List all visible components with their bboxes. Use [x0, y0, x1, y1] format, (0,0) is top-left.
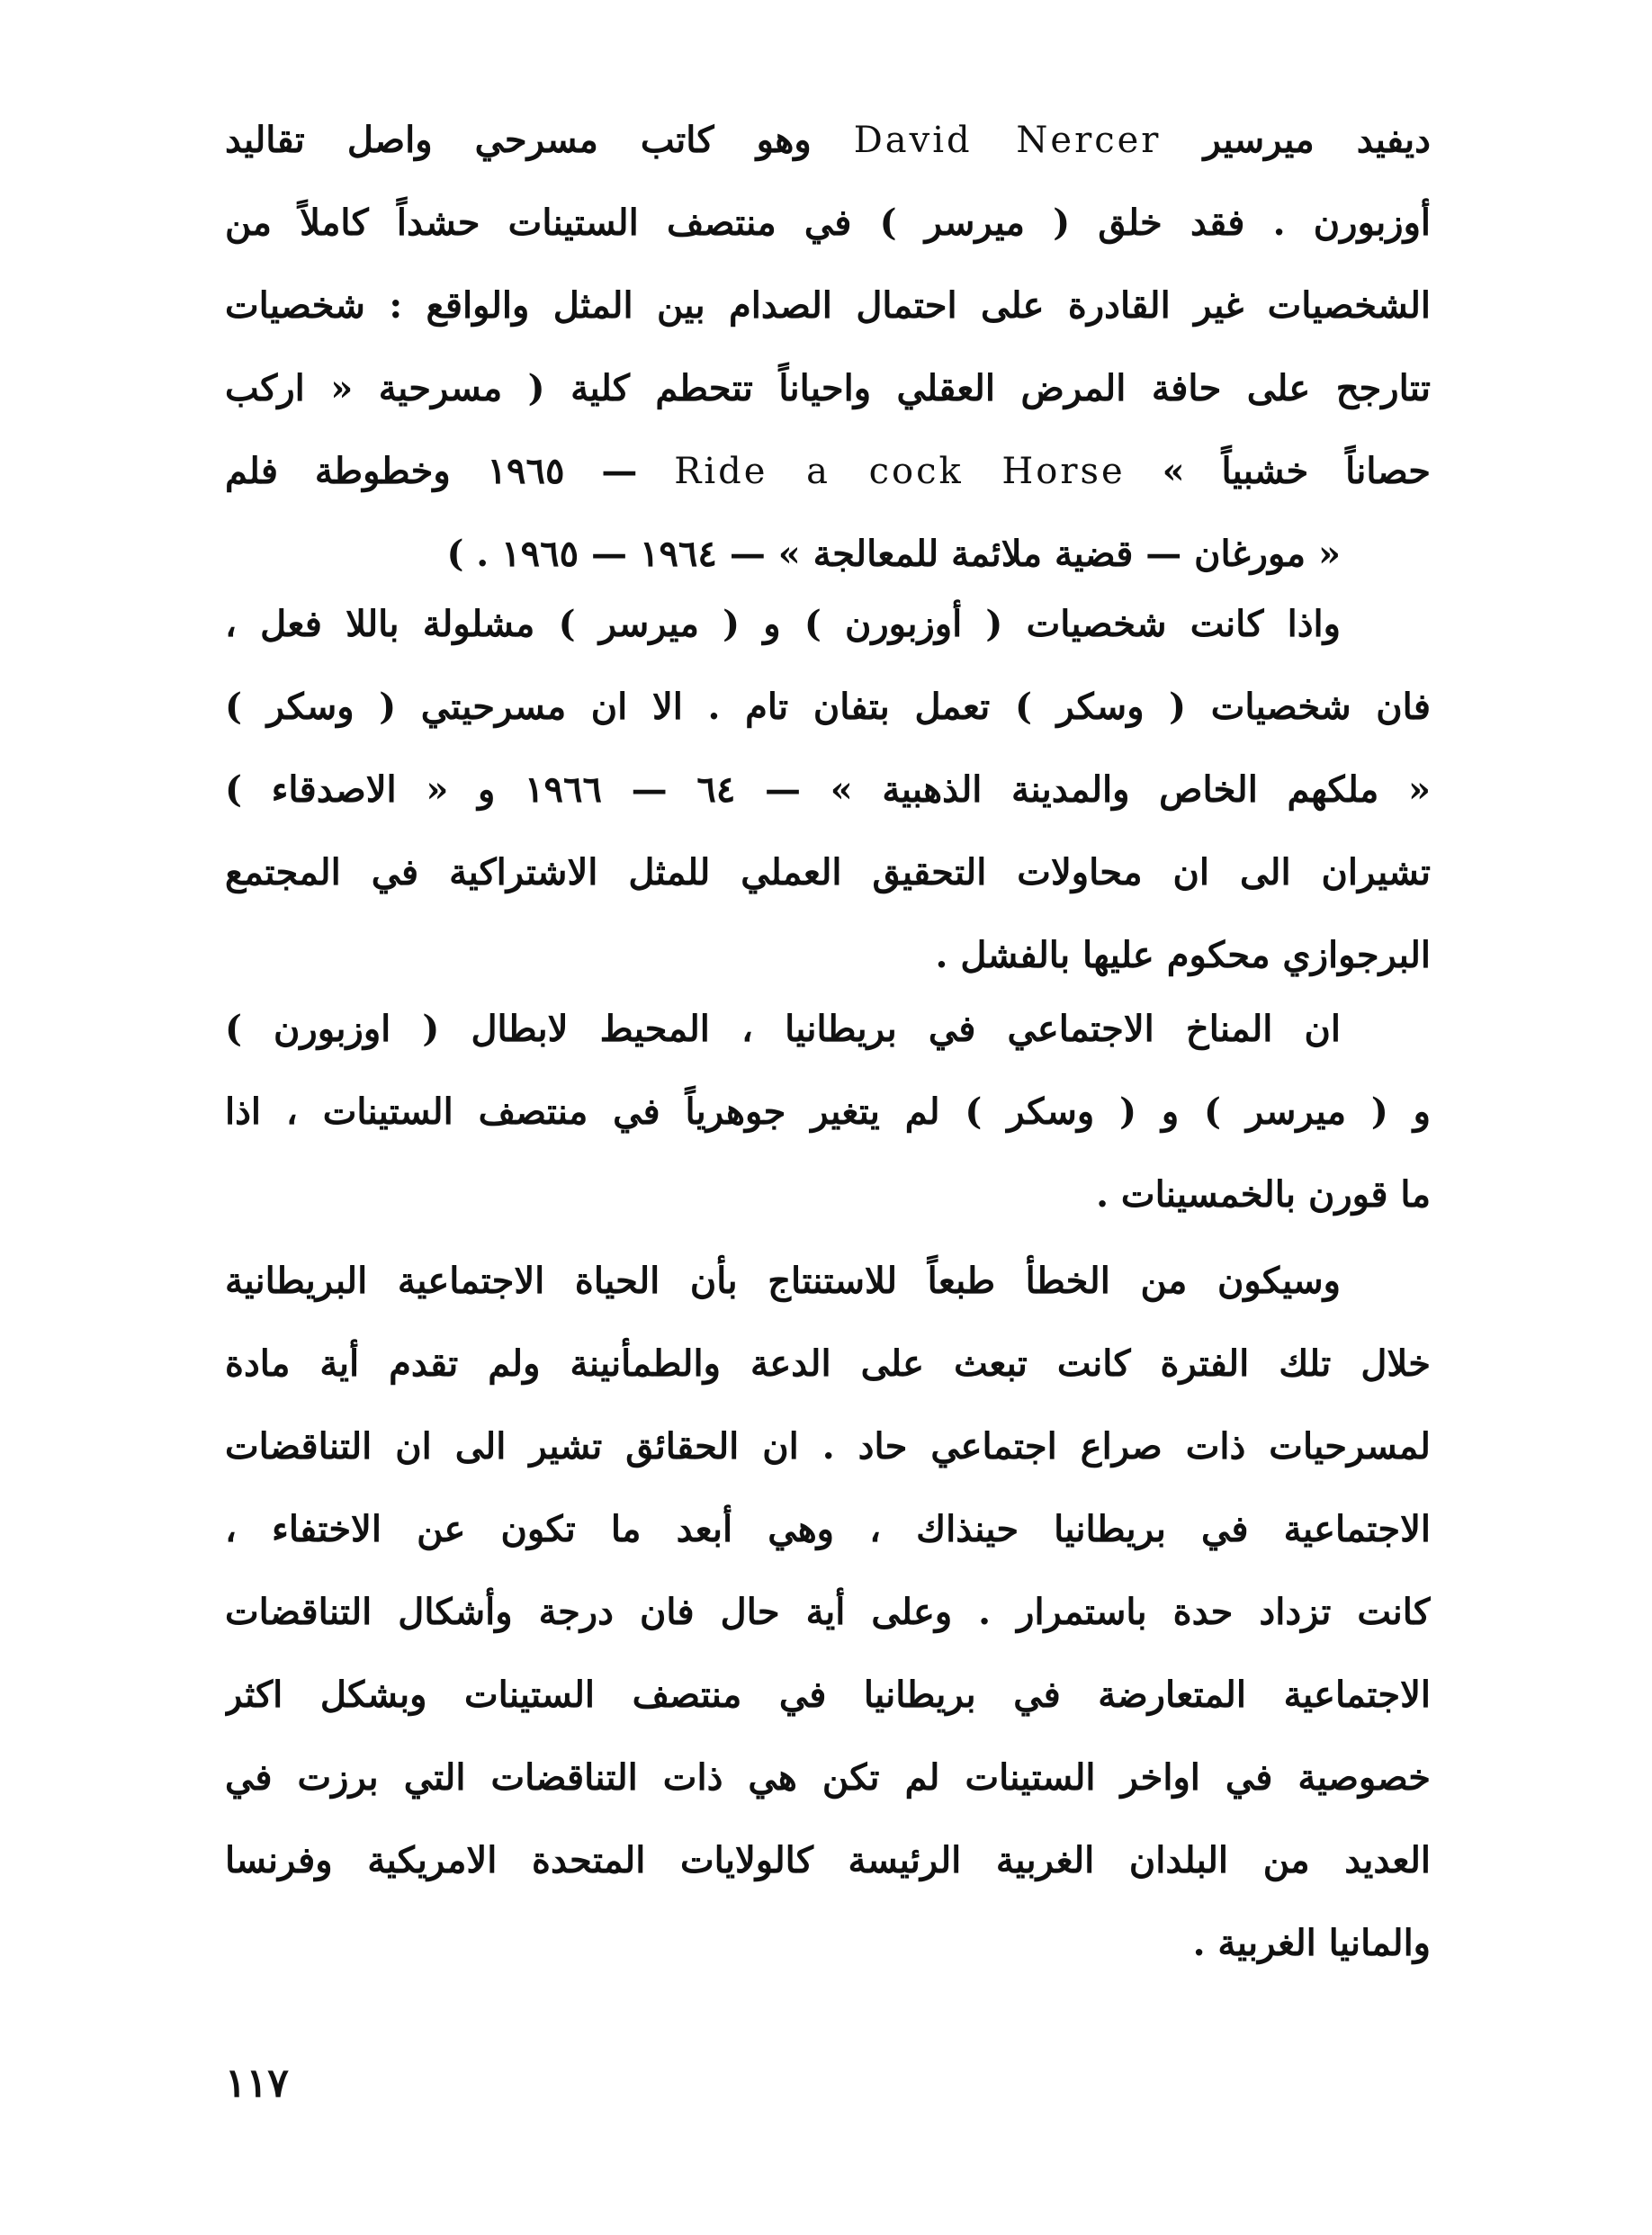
text-line: تشيران الى ان محاولات التحقيق العملي للمثل الاشتراكية في المجتمع — [225, 851, 1431, 893]
paragraph-2 — [225, 583, 1431, 997]
text-line: البرجوازي محكوم عليها بالفشل . — [935, 934, 1431, 976]
text-segment: وهو كاتب مسرحي واصل تقاليد — [225, 119, 854, 161]
text-line: كانت تزداد حدة باستمرار . وعلى أية حال فان درجة وأشكال التناقضات — [225, 1591, 1431, 1633]
latin-title-ride-a-cock-horse: Ride a cock Horse — [674, 451, 1126, 492]
text-segment: — ١٩٦٥ وخطوطة فلم — [225, 450, 675, 492]
text-line — [225, 99, 1431, 182]
text-line: خلال تلك الفترة كانت تبعث على الدعة والطمأنينة ولم تقدم أية مادة — [225, 1342, 1431, 1385]
text-line: « ملكهم الخاص والمدينة الذهبية » — ٦٤ — ١٩٦٦ و « الاصدقاء ) — [225, 768, 1431, 811]
text-line: الاجتماعية المتعارضة في بريطانيا في منتصف الستينات وبشكل اكثر — [225, 1674, 1431, 1716]
text-line: الشخصيات غير القادرة على احتمال الصدام بين المثل والواقع : شخصيات — [225, 284, 1431, 327]
text-line: والمانيا الغربية . — [1192, 1922, 1431, 1964]
text-line: لمسرحيات ذات صراع اجتماعي حاد . ان الحقائق تشير الى ان التناقضات — [225, 1425, 1431, 1468]
text-line: العديد من البلدان الغربية الرئيسة كالولايات المتحدة الامريكية وفرنسا — [225, 1839, 1431, 1881]
paragraph-1 — [225, 99, 1431, 596]
text-line: وسيكون من الخطأ طبعاً للاستنتاج بأن الحياة الاجتماعية البريطانية — [225, 1260, 1341, 1302]
text-line: فان شخصيات ( وسكر ) تعمل بتفان تام . الا ان مسرحيتي ( وسكر ) — [225, 686, 1431, 728]
text-segment: ديفيد ميرسير — [1161, 119, 1431, 161]
latin-name-david-nercer: David Nercer — [853, 120, 1162, 161]
page-number: ١١٧ — [225, 2060, 289, 2106]
text-line: و ( ميرسر ) و ( وسكر ) لم يتغير جوهرياً في منتصف الستينات ، اذا — [225, 1091, 1431, 1133]
text-line: تتارجح على حافة المرض العقلي واحياناً تتحطم كلية ( مسرحية « اركب — [225, 367, 1431, 409]
text-line: « مورغان — قضية ملائمة للمعالجة » — ١٩٦٤ — ١٩٦٥ . ) — [446, 533, 1341, 575]
text-line — [225, 430, 1431, 513]
text-line: ما قورن بالخمسينات . — [1096, 1173, 1431, 1216]
text-line: واذا كانت شخصيات ( أوزبورن ) و ( ميرسر ) مشلولة باللا فعل ، — [225, 603, 1341, 645]
text-line: ان المناخ الاجتماعي في بريطانيا ، المحيط لابطال ( اوزبورن ) — [225, 1008, 1341, 1050]
paragraph-3 — [225, 988, 1431, 1236]
text-line: خصوصية في اواخر الستينات لم تكن هي ذات التناقضات التي برزت في — [225, 1756, 1431, 1799]
text-segment: حصاناً خشبياً » — [1125, 450, 1431, 492]
text-line: أوزبورن . فقد خلق ( ميرسر ) في منتصف الستينات حشداً كاملاً من — [225, 202, 1431, 244]
paragraph-4 — [225, 1240, 1431, 1985]
text-line: الاجتماعية في بريطانيا حينذاك ، وهي أبعد ما تكون عن الاختفاء ، — [225, 1508, 1431, 1550]
